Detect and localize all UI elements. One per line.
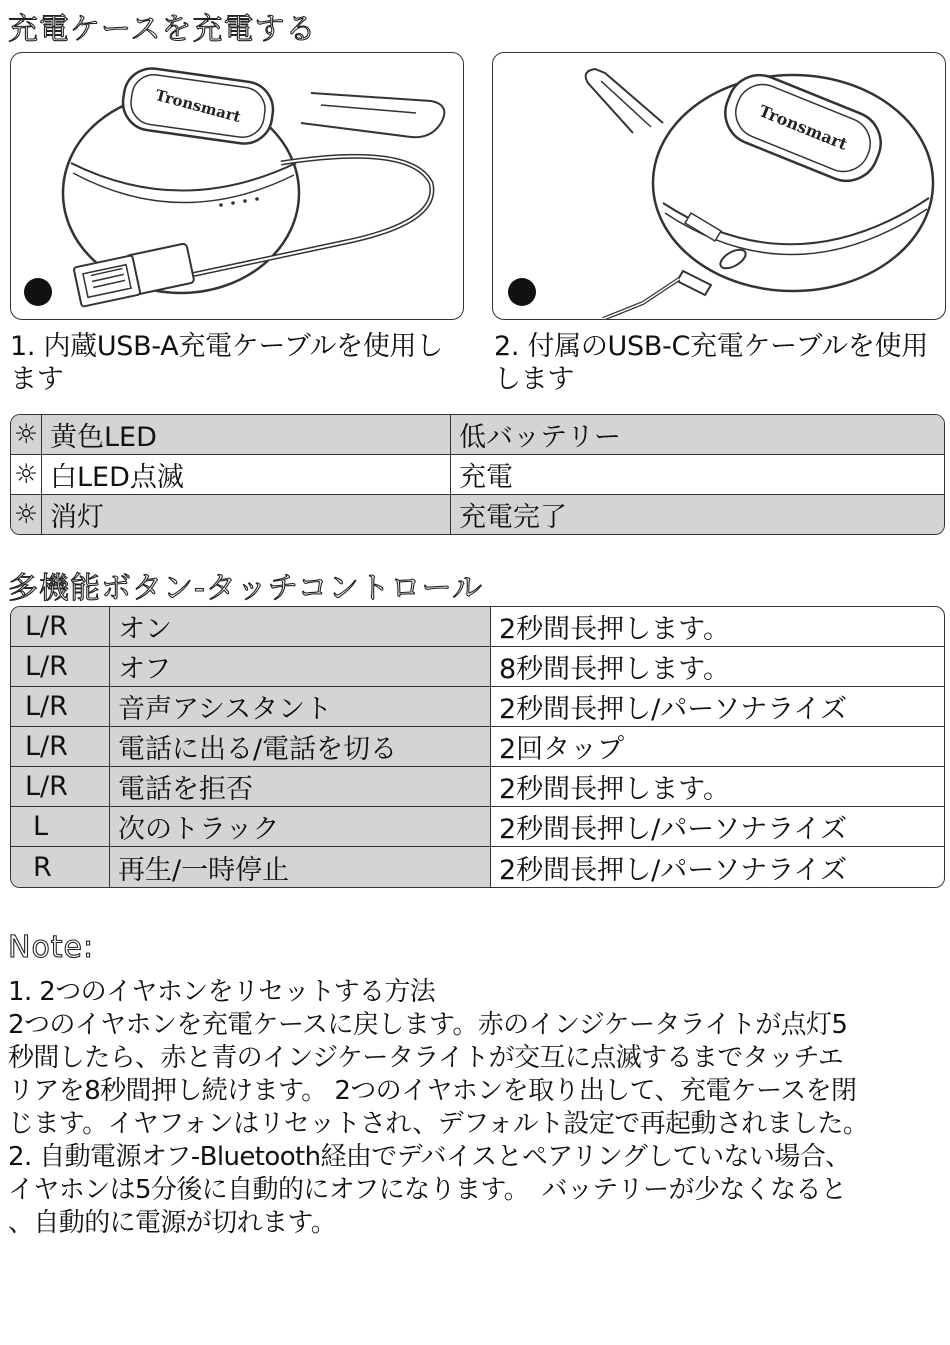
action-cell: 2秒間長押し/パーソナライズ — [499, 854, 848, 886]
action-cell: 2秒間長押します。 — [491, 767, 944, 807]
action-cell: 2秒間長押し/パーソナライズ — [491, 687, 944, 727]
led-state-cell: 黄色LED — [42, 415, 451, 455]
function-cell: 電話を拒否 — [110, 767, 491, 807]
brand-logo: Tronsmart — [756, 101, 851, 154]
case-usb-a-drawing — [11, 53, 463, 319]
case-usb-c-drawing — [493, 53, 945, 319]
led-status-table — [10, 414, 945, 535]
step-marker-dot — [508, 278, 536, 306]
illustration-usb-c-charging — [492, 52, 946, 320]
action-cell: 2回タップ — [491, 727, 944, 767]
note-line: リアを8秒間押し続けます。 2つのイヤホンを取り出して、充電ケースを閉 — [8, 1076, 857, 1106]
note-body — [8, 976, 948, 1240]
table-row — [11, 847, 944, 887]
sun-icon: ☼ — [11, 455, 42, 495]
note-line: 、自動的に電源が切れます。 — [8, 1208, 337, 1238]
led-meaning-cell: 低バッテリー — [451, 415, 944, 455]
section-title-charging: 充電ケースを充電する — [8, 12, 317, 47]
step-marker-dot — [24, 278, 52, 306]
side-cell: L/R — [11, 607, 110, 647]
table-row — [11, 687, 944, 727]
function-cell: 電話に出る/電話を切る — [110, 727, 491, 767]
note-line: イヤホンは5分後に自動的にオフになります。 バッテリーが少なくなると — [8, 1175, 847, 1205]
touch-control-table — [10, 606, 945, 888]
led-meaning-cell: 充電完了 — [451, 495, 944, 534]
side-cell: L/R — [11, 727, 110, 767]
action-cell: 8秒間長押します。 — [491, 647, 944, 687]
side-cell: L — [11, 807, 110, 847]
table-row — [11, 495, 944, 534]
action-cell: 2秒間長押します。 — [491, 607, 944, 647]
led-state-cell: 白LED点滅 — [42, 455, 451, 495]
side-cell: L/R — [11, 687, 110, 727]
note-title: Note: — [8, 930, 95, 965]
section-title-touch-controls: 多機能ボタン-タッチコントロール — [8, 571, 484, 606]
table-row — [11, 807, 944, 847]
caption-usb-c: 2. 付属のUSB-C充電ケーブルを使用します — [494, 331, 928, 395]
table-row — [11, 607, 944, 647]
function-cell: オフ — [110, 647, 491, 687]
table-row — [11, 727, 944, 767]
side-cell: R — [11, 847, 110, 887]
note-line: 2つのイヤホンを充電ケースに戻します。赤のインジケータライトが点灯5 — [8, 1010, 848, 1040]
function-cell: 音声アシスタント — [110, 687, 491, 727]
side-cell: L/R — [11, 767, 110, 807]
table-row — [11, 647, 944, 687]
table-row — [11, 455, 944, 495]
function-cell: 次のトラック — [110, 807, 491, 847]
note-line: 秒間したら、赤と青のインジケータライトが交互に点滅するまでタッチエ — [8, 1043, 844, 1073]
brand-logo: Tronsmart — [153, 85, 243, 127]
led-meaning-cell: 充電 — [451, 455, 944, 495]
table-row — [11, 767, 944, 807]
led-state-cell: 消灯 — [42, 495, 451, 534]
function-cell: 再生/一時停止 — [110, 847, 491, 887]
side-cell: L/R — [11, 647, 110, 687]
sun-icon: ☼ — [11, 495, 42, 534]
note-line: じます。イヤフォンはリセットされ、デフォルト設定で再起動されました。 — [8, 1109, 869, 1139]
illustration-usb-a-charging — [10, 52, 464, 320]
caption-usb-a: 1. 内蔵USB-A充電ケーブルを使用します — [10, 331, 443, 395]
table-row — [11, 415, 944, 455]
action-cell: 2秒間長押し/パーソナライズ — [491, 807, 944, 847]
note-line: 2. 自動電源オフ-Bluetooth経由でデバイスとペアリングしていない場合、 — [8, 1142, 851, 1172]
sun-icon: ☼ — [11, 415, 42, 455]
function-cell: オン — [110, 607, 491, 647]
note-line: 1. 2つのイヤホンをリセットする方法 — [8, 977, 436, 1007]
